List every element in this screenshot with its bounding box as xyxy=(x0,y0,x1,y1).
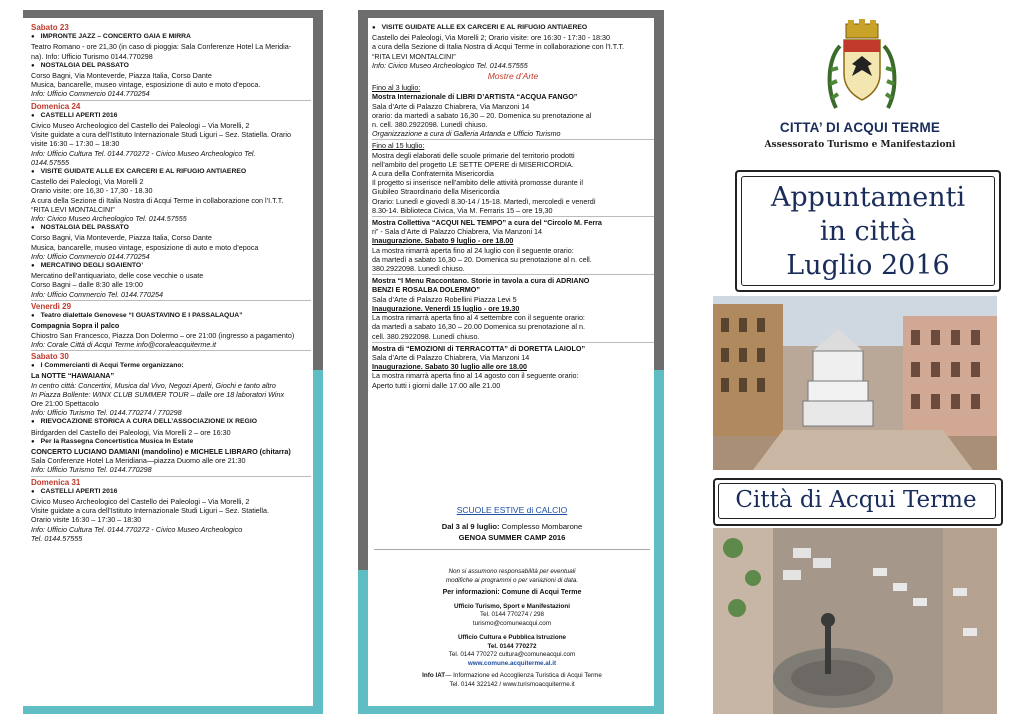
event-detail: La mostra rimarrà aperta fino al 14 agosto con il seguente orario: xyxy=(372,371,579,381)
section-divider xyxy=(31,100,311,101)
stripe-teal-mid-bottom xyxy=(358,706,664,714)
event-detail: Orario visite 16:30 – 17:30 – 18:30 xyxy=(31,515,142,525)
day-heading: Domenica 24 xyxy=(31,101,81,111)
event-detail: da martedì a sabato 16,30 – 20. Domenica su prenotazione al n. cell. xyxy=(372,254,592,264)
turismo-title: Ufficio Turismo, Sport e Manifestazioni xyxy=(453,602,571,610)
period-heading: Fino al 15 luglio: xyxy=(372,141,425,151)
coat-of-arms xyxy=(822,18,902,116)
event-info: Info: Civico Museo Archeologico Tel. 0144.57555 xyxy=(372,60,528,70)
city-banner: Città di Acqui Terme xyxy=(735,487,977,513)
event-title: ● MERCATINO DEGLI SGAIENTO’ xyxy=(31,261,311,271)
stripe-gray-mid-top xyxy=(358,10,664,18)
event-detail: Castello dei Paleologi, Via Morelli 2; Orario visite: ore 16:30 - 17:30 - 18:30 xyxy=(372,33,610,43)
event-detail: Musica, bancarelle, museo vintage, esposizione di auto e moto d’epoca xyxy=(31,242,259,252)
event-detail: na). Info: Ufficio Turismo 0144.770298 xyxy=(31,51,153,61)
event-title: ● NOSTALGIA DEL PASSATO xyxy=(31,61,311,71)
event-detail: La mostra rimarrà aperta fino al 4 settembre con il seguente orario: xyxy=(372,313,585,323)
event-detail: Corso Bagni, Via Monteverde, Piazza Italia, Corso Dante xyxy=(31,71,212,81)
stripe-gray-mid-left xyxy=(358,10,368,570)
scuole-venue: Complesso Mombarone xyxy=(499,522,583,531)
event-detail: ri” - Sala d’Arte di Palazzo Chiabrera, Via Manzoni 14 xyxy=(372,227,543,237)
event-info: Info: Ufficio Commercio 0144.770254 xyxy=(31,89,150,99)
scuole-camp: GENOA SUMMER CAMP 2016 xyxy=(458,533,566,542)
event-highlight: BENZI E ROSALBA DOLERMO” xyxy=(372,285,480,295)
inauguration-line: Inaugurazione. Sabato 9 luglio - ore 18.00 xyxy=(372,236,514,246)
event-highlight: Compagnia Sopra il palco xyxy=(31,321,120,331)
event-highlight: CONCERTO LUCIANO DAMIANI (mandolino) e MICHELE LIBRARO (chitarra) xyxy=(31,446,291,456)
headline-line-2: in città xyxy=(819,216,917,247)
event-info: Info: Ufficio Cultura Tel. 0144.770272 - Civico Museo Archeologico Tel. xyxy=(31,148,256,158)
stripe-teal-left xyxy=(313,370,323,714)
iat-contact[interactable]: Tel. 0144 322142 / www.turismoacquiterme.it xyxy=(449,680,575,688)
event-detail: visite 16:30 – 17:30 – 18:30 xyxy=(31,139,120,149)
event-detail: Orario: Lunedì e giovedì 8.30-14 / 15-18. Martedì, mercoledì e venerdì xyxy=(372,196,596,206)
event-info: Info: Ufficio Turismo Tel. 0144.770298 xyxy=(31,465,152,475)
event-detail: Chiostro San Francesco, Piazza Don Dolermo – ore 21:00 (ingresso a pagamento) xyxy=(31,330,295,340)
event-detail: orario: da martedì a sabato 16,30 – 20. Domenica su prenotazione al xyxy=(372,110,592,120)
section-divider xyxy=(372,139,654,140)
stripe-teal-mid-right xyxy=(654,370,664,714)
event-detail: cell. 380.2922098. Lunedì chiuso. xyxy=(372,331,480,341)
event-detail: Orario visite: ore 16,30 - 17,30 - 18.30 xyxy=(31,186,153,196)
iat-label: Info IAT xyxy=(422,672,446,679)
photo-bollente-square xyxy=(713,296,997,470)
event-info: Tel. 0144.57555 xyxy=(31,533,83,543)
event-detail: “RITA LEVI MONTALCINI” xyxy=(31,204,115,214)
event-detail: Sala d’Arte di Palazzo Robellini Piazza Levi 5 xyxy=(372,294,517,304)
event-title: ● IMPRONTE JAZZ – CONCERTO GAIA E MIRRA xyxy=(31,32,311,42)
day-heading: Venerdì 29 xyxy=(31,301,72,311)
event-detail: Sala d’Arte di Palazzo Chiabrera, Via Manzoni 14 xyxy=(372,352,530,362)
left-column-events xyxy=(31,23,311,543)
event-detail: Giubileo Straordinario della Misericordia xyxy=(372,187,500,197)
event-highlight: Mostra Collettiva “ACQUI NEL TEMPO” a cura del “Circolo M. Ferra xyxy=(372,218,602,228)
event-detail: Sala Conferenze Hotel La Meridiana—piazza Duomo alle ore 21:30 xyxy=(31,456,246,466)
event-highlight: La NOTTE “HAWAIANA” xyxy=(31,371,115,381)
event-detail: Ore 21:00 Spettacolo xyxy=(31,398,99,408)
iat-text: — Informazione ed Accoglienza Turistica di Acqui Terme xyxy=(445,672,602,679)
event-detail: Il progetto si inserisce nell’ambito delle attività promosse durante il xyxy=(372,178,583,188)
event-detail: A cura della Confraternita Misericordia xyxy=(372,169,494,179)
scuole-date-line xyxy=(372,521,652,532)
turismo-email[interactable]: turismo@comuneacqui.com xyxy=(472,619,552,627)
stripe-gray-left-right xyxy=(313,10,323,370)
cultura-contact[interactable]: Tel. 0144 770272 cultura@comuneacqui.com xyxy=(448,651,576,658)
event-title: ● CASTELLI APERTI 2016 xyxy=(31,111,311,121)
section-divider xyxy=(372,274,654,275)
event-detail: da martedì a sabato 16,30 – 20.00 Domenica su prenotazione al n. xyxy=(372,322,585,332)
section-divider xyxy=(372,216,654,217)
event-detail: Birdgarden del Castello dei Paleologi, Via Morelli 2 – ore 16:30 xyxy=(31,427,231,437)
iat-line xyxy=(372,672,652,681)
event-detail: Musica, bancarelle, museo vintage, esposizione di auto e moto d’epoca. xyxy=(31,80,261,90)
stripe-teal-mid-left xyxy=(358,570,368,714)
coat-of-arms-icon xyxy=(822,18,902,116)
headline xyxy=(743,181,993,283)
disclaimer-line-2: modifiche ai programmi o per variazioni di data. xyxy=(445,576,579,584)
event-detail: Visite guidate a cura dell’Istituto Internazionale Studi Liguri – Sez. Statiella. xyxy=(31,506,269,516)
event-title: ● I Commercianti di Acqui Terme organizzano: xyxy=(31,361,311,371)
department-name: Assessorato Turismo e Manifestazioni xyxy=(764,140,956,150)
event-info: Info: Ufficio Commercio 0144.770254 xyxy=(31,251,150,261)
info-header: Per informazioni: Comune di Acqui Terme xyxy=(442,589,582,596)
bollente-fountain-photo xyxy=(713,296,997,470)
stripe-gray-left xyxy=(23,10,323,18)
section-divider xyxy=(31,476,311,477)
event-title: ● VISITE GUIDATE ALLE EX CARCERI E AL RIFUGIO ANTIAEREO xyxy=(31,167,311,177)
cultura-title: Ufficio Cultura e Pubblica Istruzione xyxy=(457,634,567,641)
inauguration-line: Inaugurazione. Sabato 30 luglio alle ore 18.00 xyxy=(372,362,527,372)
event-detail: Sala d’Arte di Palazzo Chiabrera, Via Manzoni 14 xyxy=(372,101,530,111)
event-title: ● VISITE GUIDATE ALLE EX CARCERI E AL RIFUGIO ANTIAEREO xyxy=(372,23,654,33)
event-info: Info: Corale Città di Acqui Terme info@coraleacquiterme.it xyxy=(31,339,216,349)
section-divider xyxy=(31,300,311,301)
day-heading: Sabato 23 xyxy=(31,23,69,32)
inauguration-line: Inaugurazione. Venerdì 15 luglio - ore 19.30 xyxy=(372,303,520,313)
event-detail: Civico Museo Archeologico del Castello dei Paleologi – Via Morelli, 2 xyxy=(31,496,250,506)
period-heading: Fino al 3 luglio: xyxy=(372,83,421,93)
event-detail: 380.2922098. Lunedì chiuso. xyxy=(372,264,465,274)
event-info: In centro città: Concertini, Musica dal Vivo, Negozi Aperti, Giochi e tanto altro xyxy=(31,380,276,390)
day-heading: Domenica 31 xyxy=(31,477,81,487)
event-detail: “RITA LEVI MONTALCINI” xyxy=(372,51,456,61)
event-highlight: Mostra di “EMOZIONI di TERRACOTTA” di DORETTA LAIOLO” xyxy=(372,343,586,353)
event-info: 0144.57555 xyxy=(31,157,69,167)
scuole-title: SCUOLE ESTIVE di CALCIO xyxy=(456,505,568,515)
section-divider xyxy=(31,350,311,351)
event-detail: Corso Bagni – dalle 8:30 alle 19:00 xyxy=(31,280,143,290)
website-link[interactable]: www.comune.acquiterme.al.it xyxy=(467,659,557,667)
event-title: ● CASTELLI APERTI 2016 xyxy=(31,487,311,497)
event-detail: nell’ambito del progetto LE SETTE OPERE di MISERICORDIA. xyxy=(372,159,574,169)
section-divider xyxy=(372,342,654,343)
disclaimer-line-1: Non si assumono responsabilità per eventuali xyxy=(448,568,576,575)
event-detail: a cura della Sezione di Italia Nostra di Acqui Terme in collaborazione con l’I.T.T. xyxy=(372,42,624,52)
stripe-teal-bottom-left xyxy=(23,706,323,714)
headline-line-1: Appuntamenti xyxy=(770,182,966,213)
event-detail: Mostra degli elaborati delle scuole primarie del territorio prodotti xyxy=(372,150,575,160)
photo-aerial-square xyxy=(713,528,997,714)
event-detail: Corso Bagni, Via Monteverde, Piazza Italia, Corso Dante xyxy=(31,233,212,243)
event-info: Info: Civico Museo Archeologico Tel. 0144.57555 xyxy=(31,214,187,224)
event-info: Info: Ufficio Turismo Tel. 0144.770274 / 770298 xyxy=(31,408,182,418)
event-detail: Mercatino dell’antiquariato, delle cose vecchie o usate xyxy=(31,271,204,281)
event-detail: Civico Museo Archeologico del Castello dei Paleologi – Via Morelli, 2 xyxy=(31,121,250,131)
event-title: ● RIEVOCAZIONE STORICA A CURA DELL’ASSOCIAZIONE IX REGIO xyxy=(31,417,311,427)
city-title: CITTA’ DI ACQUI TERME xyxy=(779,120,941,135)
event-detail: Visite guidate a cura dell’Istituto Internazionale Studi Liguri – Sez. Statiella. Orario xyxy=(31,130,291,140)
event-info: Info: Ufficio Cultura Tel. 0144.770272 - Civico Museo Archeologico xyxy=(31,524,243,534)
event-title: ● NOSTALGIA DEL PASSATO xyxy=(31,223,311,233)
event-info: In Piazza Bollente: WINX CLUB SUMMER TOUR – dalle ore 18 laboratori Winx xyxy=(31,389,285,399)
event-detail: n. cell. 380.2922098. Lunedì chiuso. xyxy=(372,120,488,130)
event-detail: Aperto tutti i giorni dalle 17.00 alle 21.00 xyxy=(372,380,501,390)
event-detail: 8.30-14. Biblioteca Civica, Via M. Ferraris 15 – ore 19,30 xyxy=(372,205,553,215)
stripe-gray-mid-right xyxy=(654,10,664,370)
event-detail: Teatro Romano - ore 21,30 (in caso di pioggia: Sala Conferenze Hotel La Meridia- xyxy=(31,42,292,52)
headline-line-3: Luglio 2016 xyxy=(786,250,950,281)
section-title: Mostre d’Arte xyxy=(487,71,539,82)
event-highlight: Mostra “I Menu Raccontano. Storie in tavola a cura di ADRIANO xyxy=(372,276,590,286)
info-section xyxy=(372,568,652,689)
event-detail: La mostra rimarrà aperta fino al 24 luglio con il seguente orario: xyxy=(372,245,574,255)
turismo-tel: Tel. 0144 770274 / 298 xyxy=(479,611,545,618)
event-detail: A cura della Sezione di Italia Nostra di Acqui Terme in collaborazione con l’I.T.T. xyxy=(31,195,284,205)
aerial-square-photo xyxy=(713,528,997,714)
cultura-tel: Tel. 0144 770272 xyxy=(487,642,537,650)
event-title: ● Teatro dialettale Genovese “I GUASTAVINO E I PASSALAQUA” xyxy=(31,311,311,321)
event-info: Info: Ufficio Commercio Tel. 0144.770254 xyxy=(31,289,163,299)
scuole-date: Dal 3 al 9 luglio: xyxy=(441,522,500,531)
day-heading: Sabato 30 xyxy=(31,351,69,361)
event-detail: Castello dei Paleologi, Via Morelli 2 xyxy=(31,177,144,187)
scuole-section xyxy=(372,505,652,550)
event-info: Organizzazione a cura di Galleria Artanda e Ufficio Turismo xyxy=(372,129,561,139)
event-highlight: Mostra Internazionale di LIBRI D’ARTISTA “ACQUA FANGO” xyxy=(372,92,578,102)
event-title: ● Per la Rassegna Concertistica Musica In Estate xyxy=(31,437,311,447)
middle-column-events xyxy=(372,23,654,390)
